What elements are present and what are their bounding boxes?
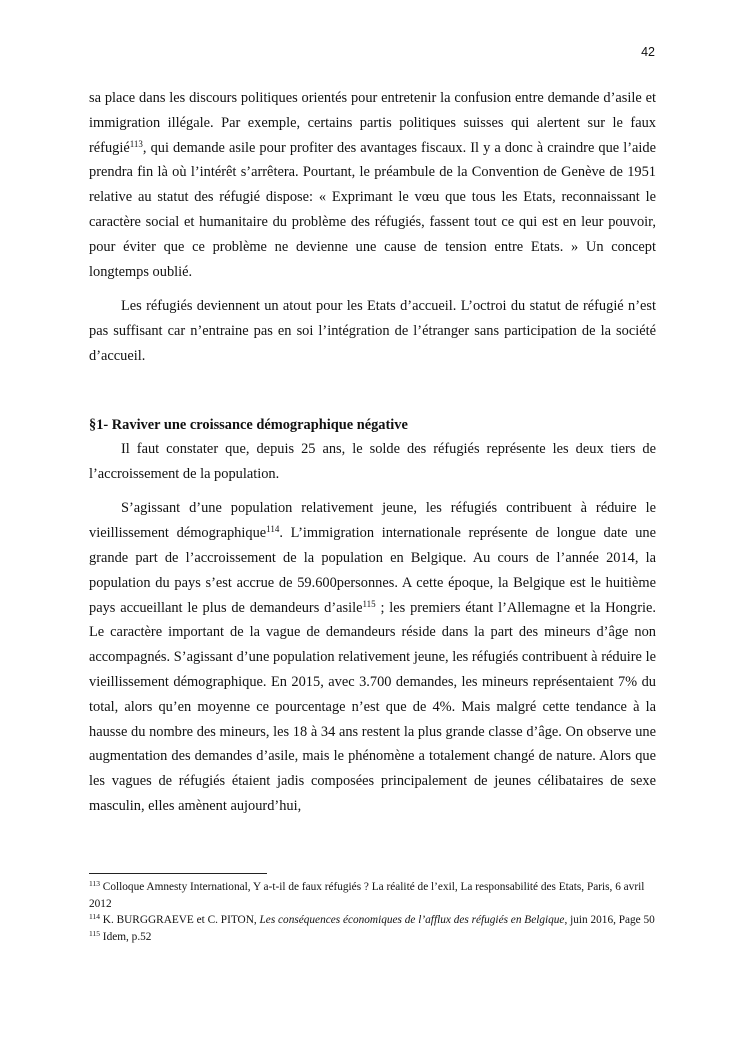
footnote-ref-115[interactable]: 115	[362, 598, 376, 609]
section-heading: §1- Raviver une croissance démographique négative	[89, 416, 408, 433]
footnote-114	[89, 912, 656, 929]
paragraph-1-text-b: , qui demande asile pour profiter des avantages fiscaux. Il y a donc à craindre que l’aide prendra fin là où l’intérêt s’arrêtera. Pourtant, le préambule de la Convention de Genève de 1951 relative au statut des réfugié dispose: « Exprimant le vœu que tous les Etats, reconnaissant le caractère social et humanitaire du problème des réfugiés, fassent tout ce qui est en leur pouvoir, pour éviter que ce problème ne devienne une cause de tension entre Etats. » Un concept longtemps oublié.	[89, 139, 656, 280]
paragraph-4-text-a: S’agissant d’une population relativement jeune, les réfugiés contribuent à réduire le vieillissement démographique	[89, 500, 656, 542]
footnote-number: 113	[89, 879, 100, 888]
body-text	[89, 86, 656, 819]
footnote-115	[89, 929, 656, 946]
paragraph-4	[89, 496, 656, 818]
footnote-text: Colloque Amnesty International, Y a-t-il de faux réfugiés ? La réalité de l’exil, La responsabilité des Etats, Paris, 6 avril 2012	[89, 881, 645, 910]
paragraph-2: Les réfugiés deviennent un atout pour les Etats d’accueil. L’octroi du statut de réfugié n’est pas suffisant car n’entraine pas en soi l’intégration de l’étranger sans participation de la société d’accueil.	[89, 298, 656, 364]
paragraph-4-text-c: ; les premiers étant l’Allemagne et la Hongrie. Le caractère important de la vague de demandeurs réside dans la part des mineurs d’âge non accompagnés. S’agissant d’une population relativement jeune, les réfugiés contribuent à réduire le vieillissement démographique. En 2015, avec 3.700 demandes, les mineurs représentaient 7% du total, alors qu’en moyenne ce pourcentage n’est que de 4%. Mais malgré cette tendance à la hausse du nombre des mineurs, les 18 à 34 ans restent la plus grande classe d’âge. On observe une augmentation des demandes d’asile, mais le phénomène a totalement changé de nature. Alors que les vagues de réfugiés étaient jadis composées principalement de jeunes célibataires de sexe masculin, elles amènent aujourd’hui,	[89, 599, 656, 814]
footnote-ref-114[interactable]: 114	[266, 524, 280, 535]
footnotes	[89, 879, 656, 945]
footnote-number: 115	[89, 928, 100, 938]
paragraph-4-text-b: . L’immigration internationale représente de longue date une grande part de l’accroissement de la population en Belgique. Au cours de l’année 2014, la population du pays s’est accrue de 59.600personnes. A cette époque, la Belgique est le huitième pays accueillant le plus de demandeurs d’asile	[89, 525, 656, 616]
footnote-ref-113[interactable]: 113	[129, 138, 143, 149]
paragraph-1-text-a: sa place dans les discours politiques orientés pour entretenir la confusion entre demande d’asile et immigration illégale. Par exemple, certains partis politiques suisses qui alertent sur le faux réfugié	[89, 90, 656, 156]
page-number: 42	[641, 45, 655, 59]
footnote-text: , juin 2016, Page 50	[564, 914, 655, 926]
footnote-separator	[89, 873, 267, 874]
footnote-text: K. BURGGRAEVE et C. PITON,	[99, 914, 260, 926]
paragraph-3: Il faut constater que, depuis 25 ans, le solde des réfugiés représente les deux tiers de l’accroissement de la population.	[89, 440, 656, 482]
footnote-text: Idem, p.52	[99, 930, 152, 943]
footnote-113	[89, 879, 656, 912]
paragraph-1	[89, 86, 656, 284]
footnote-number: 114	[89, 912, 100, 921]
footnote-title: Les conséquences économiques de l’afflux des réfugiés en Belgique	[259, 914, 565, 926]
